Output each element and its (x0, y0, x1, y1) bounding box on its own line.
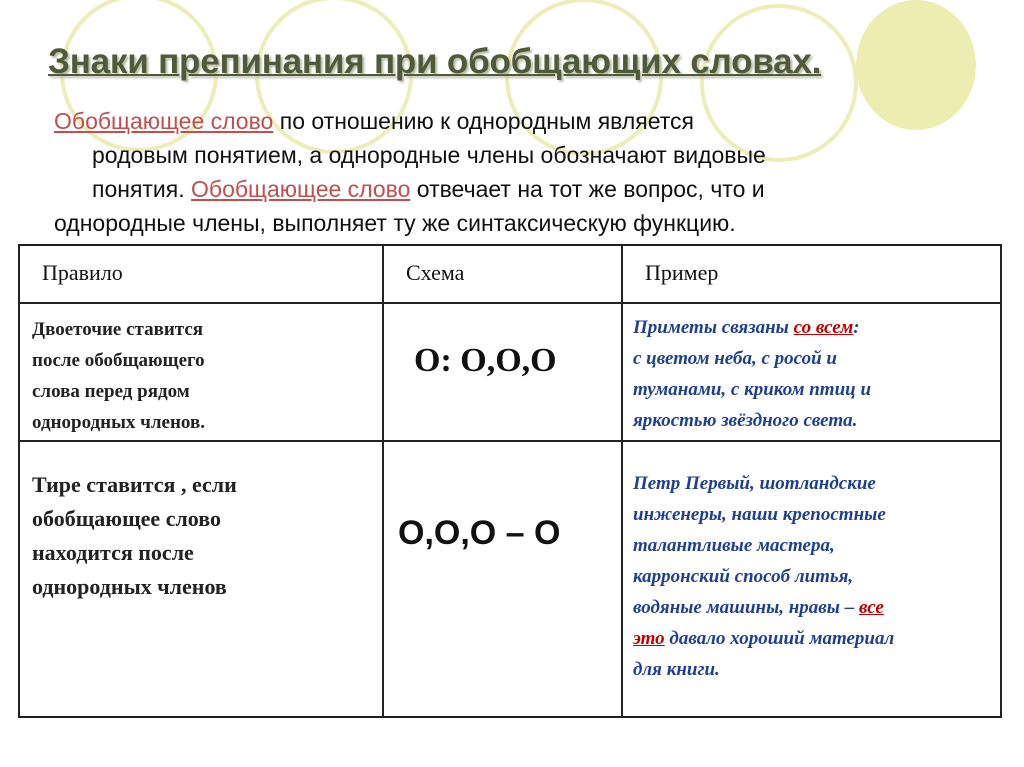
example-line: с цветом неба, с росой и (633, 348, 837, 369)
table-row-dash (19, 441, 1001, 717)
generalizing-word-highlight: со всем (793, 317, 854, 338)
intro-line-3-text: отвечает на тот же вопрос, что и (410, 176, 765, 202)
example-line: инженеры, наши крепостные (633, 504, 886, 525)
rule-text (20, 442, 382, 604)
example-line: Петр Первый, шотландские (633, 473, 876, 494)
punctuation-rules-table (18, 244, 1002, 718)
scheme-cell (383, 303, 622, 441)
rule-line: слова перед рядом (32, 381, 190, 402)
example-fragment: водяные машины, нравы – (633, 597, 859, 618)
page-title: Знаки препинания при обобщающих словах. (48, 42, 822, 81)
rule-line: Двоеточие ставится (32, 319, 204, 340)
rule-text (20, 304, 382, 438)
intro-line-1-text: по отношению к однородным является (273, 108, 694, 134)
generalizing-word-term: Обобщающее слово (54, 108, 274, 134)
example-cell (622, 303, 1001, 441)
rule-line: находится после (32, 540, 194, 565)
header-example: Пример (622, 245, 1001, 303)
header-rule: Правило (19, 245, 383, 303)
example-line: для книги. (633, 659, 720, 680)
generalizing-word-highlight: все (858, 597, 884, 618)
example-line: карронский способ литья, (633, 566, 854, 587)
table-row-colon (19, 303, 1001, 441)
rule-line: однородных членов. (32, 412, 205, 433)
intro-line-4: однородные члены, выполняет ту же синтаксическую функцию. (54, 210, 736, 236)
example-text (623, 304, 1000, 436)
example-cell (622, 441, 1001, 717)
rule-cell (19, 441, 383, 717)
intro-paragraph (54, 104, 984, 240)
scheme-cell (383, 441, 622, 717)
example-text (623, 442, 1000, 685)
example-line (633, 592, 1000, 623)
example-line: талантливые мастера, (633, 535, 835, 556)
generalizing-word-highlight: это (633, 628, 665, 649)
rule-line: Тире ставится , если (32, 472, 237, 497)
example-line: яркостью звёздного света. (633, 410, 858, 431)
example-fragment: давало хороший материал (664, 628, 895, 649)
table-header-row (19, 245, 1001, 303)
example-line (633, 312, 1000, 343)
intro-line-3 (54, 172, 984, 206)
scheme-formula: О: О,О,О (414, 342, 557, 379)
example-fragment: : (853, 317, 860, 338)
intro-line-3-pre: понятия. (92, 176, 192, 202)
rule-cell (19, 303, 383, 441)
intro-line-1 (54, 104, 984, 138)
example-line: туманами, с криком птиц и (633, 379, 872, 400)
example-line (633, 623, 1000, 654)
rule-line: однородных членов (32, 574, 227, 599)
rule-line: обобщающее слово (32, 506, 221, 531)
generalizing-word-term: Обобщающее слово (191, 176, 411, 202)
header-scheme: Схема (383, 245, 622, 303)
example-fragment: Приметы связаны (633, 317, 794, 338)
scheme-formula: О,О,О – О (398, 514, 561, 552)
rule-line: после обобщающего (32, 350, 205, 371)
intro-line-2: родовым понятием, а однородные члены обозначают видовые (92, 142, 766, 168)
